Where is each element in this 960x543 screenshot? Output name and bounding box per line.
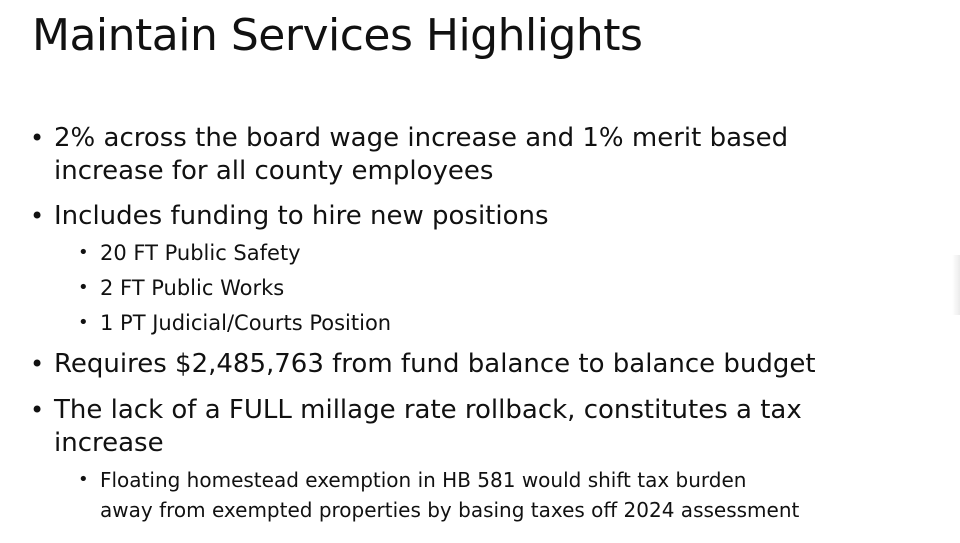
slide-title: Maintain Services Highlights bbox=[32, 10, 643, 61]
bullet-text-line: increase for all county employees bbox=[54, 156, 494, 186]
bullet-dot-icon: • bbox=[30, 396, 45, 424]
bullet-item-new-positions bbox=[30, 200, 549, 233]
bullet-text-line: Requires $2,485,763 from fund balance to balance budget bbox=[54, 349, 816, 379]
page-edge-shadow bbox=[952, 255, 960, 315]
bullet-dot-icon: • bbox=[30, 202, 45, 230]
bullet-text-line: 2% across the board wage increase and 1% merit based bbox=[54, 123, 789, 153]
bullet-dot-icon: • bbox=[30, 124, 45, 152]
sub-bullet-item-public-safety bbox=[78, 238, 301, 268]
bullet-item-fund-balance bbox=[30, 348, 816, 381]
bullet-text-line: 20 FT Public Safety bbox=[100, 241, 301, 265]
bullet-text-line: 1 PT Judicial/Courts Position bbox=[100, 311, 392, 335]
bullet-dot-icon: • bbox=[78, 242, 89, 263]
bullet-dot-icon: • bbox=[78, 469, 89, 490]
bullet-text-line: The lack of a FULL millage rate rollback, constitutes a tax bbox=[54, 395, 802, 425]
bullet-text-line: Includes funding to hire new positions bbox=[54, 201, 549, 231]
bullet-text-line: increase bbox=[54, 428, 164, 458]
bullet-dot-icon: • bbox=[30, 350, 45, 378]
sub-bullet-item-homestead-exemption bbox=[78, 465, 800, 525]
bullet-item-wage-increase bbox=[30, 122, 789, 188]
bullet-dot-icon: • bbox=[78, 312, 89, 333]
bullet-dot-icon: • bbox=[78, 277, 89, 298]
sub-bullet-item-judicial bbox=[78, 308, 392, 338]
bullet-text-line: Floating homestead exemption in HB 581 would shift tax burden bbox=[100, 468, 747, 492]
sub-bullet-item-public-works bbox=[78, 273, 285, 303]
bullet-item-millage-rollback bbox=[30, 394, 802, 460]
bullet-text-line: 2 FT Public Works bbox=[100, 276, 285, 300]
bullet-text-line: away from exempted properties by basing taxes off 2024 assessment bbox=[100, 498, 800, 522]
